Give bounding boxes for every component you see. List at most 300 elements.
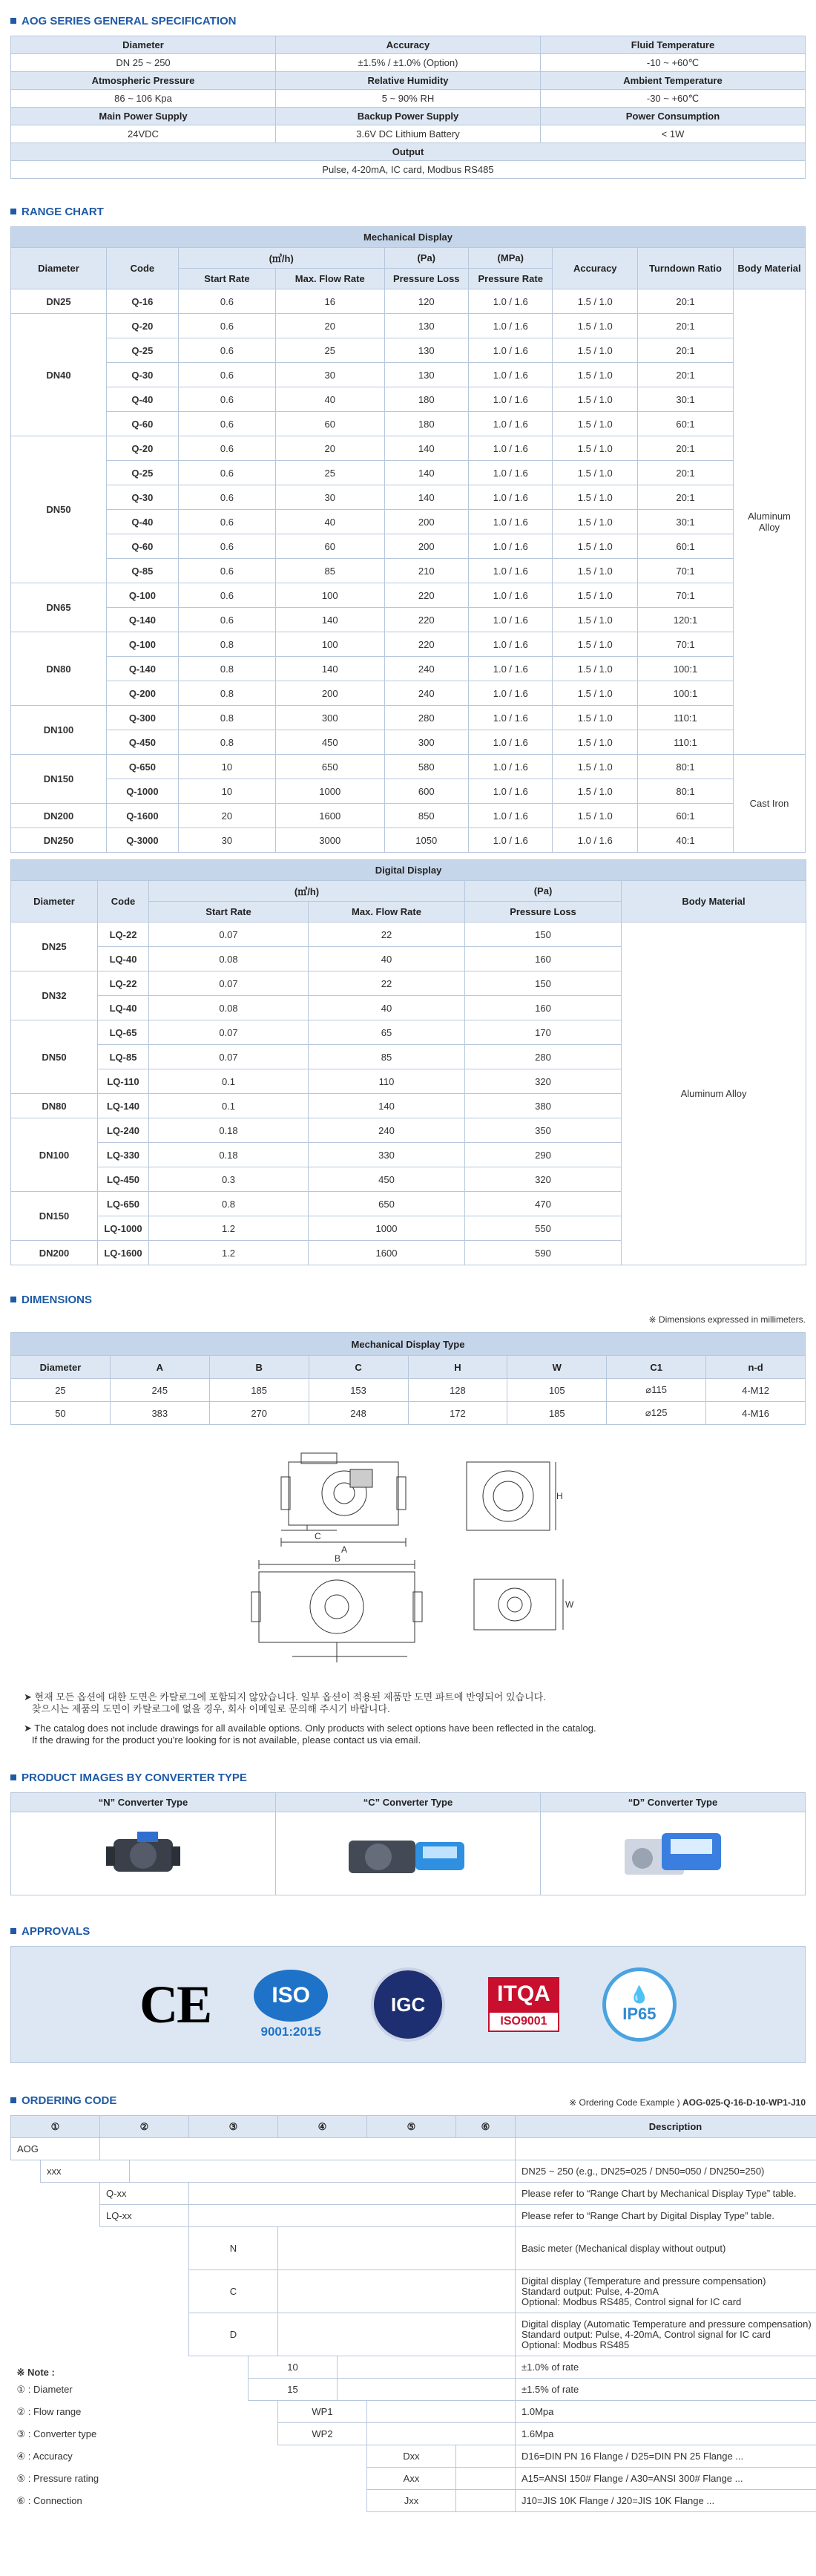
converter-type-c: “C” Converter Type [276, 1793, 541, 1812]
order-jxx: Jxx [367, 2490, 456, 2512]
dig-diameter: DN80 [11, 1094, 98, 1118]
mech-cell: 0.8 [178, 706, 275, 730]
mech-cell: 70:1 [638, 559, 734, 583]
mech-cell: 120:1 [638, 608, 734, 632]
dim-header: C [309, 1356, 408, 1379]
range-section-title [10, 204, 806, 219]
approvals-section-title [10, 1924, 806, 1938]
mech-cell: 1.5 / 1.0 [553, 583, 638, 608]
dig-cell: 290 [465, 1143, 622, 1167]
mech-cell: Q-40 [106, 387, 178, 412]
mech-body-cast: Cast Iron [733, 755, 805, 853]
mech-cell: 20:1 [638, 485, 734, 510]
dim-cell: 4-M12 [706, 1379, 806, 1402]
spec-header: Fluid Temperature [541, 36, 806, 54]
mech-row [11, 608, 806, 632]
spec-header: Accuracy [276, 36, 541, 54]
mech-cell: 1.5 / 1.0 [553, 461, 638, 485]
mech-diameter: DN50 [11, 436, 107, 583]
spec-header: Diameter [11, 36, 276, 54]
dig-row [11, 922, 806, 947]
mech-cell: 140 [275, 657, 384, 681]
mech-diameter: DN150 [11, 755, 107, 804]
mech-cell: 110:1 [638, 706, 734, 730]
mech-cell: 85 [275, 559, 384, 583]
converter-table [10, 1792, 806, 1895]
mech-cell: 1.5 / 1.0 [553, 314, 638, 338]
order-col: ② [100, 2116, 189, 2138]
mech-cell: 0.6 [178, 559, 275, 583]
dim-cell: ⌀125 [607, 1402, 706, 1425]
mech-row [11, 559, 806, 583]
mech-row [11, 583, 806, 608]
spec-title: AOG SERIES GENERAL SPECIFICATION [22, 14, 237, 27]
mech-cell: 1.0 / 1.6 [468, 387, 552, 412]
mech-cell: 300 [384, 730, 468, 755]
order-d-desc-1: Digital display (Automatic Temperature and pressure compensation) [521, 2318, 812, 2330]
mech-cell: 180 [384, 412, 468, 436]
mech-h-accuracy: Accuracy [553, 248, 638, 289]
iso-logo-sub: 9001:2015 [260, 2025, 321, 2039]
order-wp1-desc: 1.0Mpa [516, 2401, 816, 2423]
order-acc10: 10 [249, 2356, 338, 2379]
mech-cell: 30:1 [638, 510, 734, 534]
mech-row [11, 706, 806, 730]
mech-cell: 1.0 / 1.6 [468, 510, 552, 534]
dig-cell: 350 [465, 1118, 622, 1143]
mech-cell: 1.0 / 1.6 [468, 338, 552, 363]
mech-cell: 1.5 / 1.0 [553, 559, 638, 583]
mechanical-range-table [10, 226, 806, 853]
mech-cell: 40:1 [638, 828, 734, 853]
order-dxx-desc: D16=DIN PN 16 Flange / D25=DIN PN 25 Flange ... [516, 2445, 816, 2468]
dig-cell: LQ-40 [98, 996, 149, 1020]
mech-cell: 3000 [275, 828, 384, 853]
mech-cell: 0.6 [178, 314, 275, 338]
dig-diameter: DN25 [11, 922, 98, 971]
mech-cell: Q-40 [106, 510, 178, 534]
mech-cell: 20:1 [638, 338, 734, 363]
ordering-title: ORDERING CODE [22, 2094, 117, 2107]
spec-value: ±1.5% / ±1.0% (Option) [276, 54, 541, 72]
spec-table [10, 36, 806, 179]
drawing-label-a: A [341, 1544, 348, 1555]
dig-cell: 110 [309, 1069, 465, 1094]
dig-cell: 160 [465, 947, 622, 971]
mech-cell: 60 [275, 534, 384, 559]
mech-cell: Q-16 [106, 289, 178, 314]
mech-cell: 180 [384, 387, 468, 412]
mech-diameter: DN200 [11, 804, 107, 828]
mech-cell: 580 [384, 755, 468, 779]
dig-cell: 1000 [309, 1216, 465, 1241]
dig-cell: 280 [465, 1045, 622, 1069]
order-col: ⑤ [367, 2116, 456, 2138]
spec-output-value: Pulse, 4-20mA, IC card, Modbus RS485 [11, 161, 806, 179]
dig-cell: LQ-1000 [98, 1216, 149, 1241]
dig-cell: 0.08 [149, 996, 309, 1020]
mech-cell: 1.0 / 1.6 [468, 534, 552, 559]
mech-cell: Q-650 [106, 755, 178, 779]
mech-cell: 1.5 / 1.0 [553, 338, 638, 363]
section-bullet-icon [10, 1297, 16, 1302]
dig-diameter: DN100 [11, 1118, 98, 1192]
dim-cell: ⌀115 [607, 1379, 706, 1402]
spec-value: 24VDC [11, 125, 276, 143]
drawing-label-c: C [315, 1531, 321, 1541]
itqa-logo [488, 1977, 559, 2032]
dig-diameter: DN50 [11, 1020, 98, 1094]
mech-cell: 1.5 / 1.0 [553, 510, 638, 534]
mech-cell: Q-100 [106, 632, 178, 657]
dig-h-m3h: (㎥/h) [149, 881, 465, 902]
mech-cell: Q-25 [106, 461, 178, 485]
mech-h-mpa: (MPa) [468, 248, 552, 269]
mech-cell: 130 [384, 363, 468, 387]
mech-cell: 200 [384, 534, 468, 559]
dig-h-body: Body Material [622, 881, 806, 922]
mech-cell: 60:1 [638, 804, 734, 828]
dim-band: Mechanical Display Type [11, 1333, 806, 1356]
mech-cell: Q-140 [106, 657, 178, 681]
spec-value: 86 ~ 106 Kpa [11, 90, 276, 108]
dim-header: H [408, 1356, 507, 1379]
order-qxx: Q-xx [100, 2183, 189, 2205]
note-en-1: The catalog does not include drawings for all available options. Only products with select options have been reflected in the catalog. [34, 1723, 596, 1734]
dig-table-body [11, 922, 806, 1265]
spec-value: -10 ~ +60℃ [541, 54, 806, 72]
mech-cell: 20:1 [638, 436, 734, 461]
mech-diameter: DN100 [11, 706, 107, 755]
dig-cell: 22 [309, 971, 465, 996]
mech-cell: Q-60 [106, 534, 178, 559]
dig-cell: 22 [309, 922, 465, 947]
mech-row [11, 657, 806, 681]
order-note-title: ※ Note : [11, 2356, 249, 2379]
mech-cell: 80:1 [638, 755, 734, 779]
mech-diameter: DN40 [11, 314, 107, 436]
mech-cell: Q-20 [106, 436, 178, 461]
mech-cell: 140 [384, 461, 468, 485]
mech-h-code: Code [106, 248, 178, 289]
mech-cell: 1.0 / 1.6 [468, 436, 552, 461]
dig-cell: LQ-240 [98, 1118, 149, 1143]
mech-cell: 1.0 / 1.6 [468, 657, 552, 681]
dim-cell: 248 [309, 1402, 408, 1425]
mech-cell: 1.0 / 1.6 [468, 681, 552, 706]
note-kr-1: 현재 모든 옵션에 대한 도면은 카탈로그에 포함되지 않았습니다. 일부 옵션이 적용된 제품만 도면 파트에 반영되어 있습니다. [34, 1691, 546, 1702]
dig-cell: 470 [465, 1192, 622, 1216]
itqa-logo-sub: ISO9001 [488, 2011, 559, 2032]
dig-cell: 320 [465, 1167, 622, 1192]
order-dxx: Dxx [367, 2445, 456, 2468]
mech-diameter: DN80 [11, 632, 107, 706]
mech-cell: 1.0 / 1.6 [468, 363, 552, 387]
mech-cell: 0.8 [178, 632, 275, 657]
mech-cell: 1.5 / 1.0 [553, 608, 638, 632]
dig-cell: 150 [465, 971, 622, 996]
product-image-n [11, 1812, 276, 1895]
ordering-example [10, 2097, 806, 2108]
mech-cell: 1.0 / 1.6 [468, 583, 552, 608]
mech-cell: 140 [384, 436, 468, 461]
dim-header: n-d [706, 1356, 806, 1379]
mech-cell: 30 [178, 828, 275, 853]
spec-header: Main Power Supply [11, 108, 276, 125]
dim-header: A [110, 1356, 209, 1379]
mech-cell: Q-25 [106, 338, 178, 363]
meter-d-icon [610, 1823, 736, 1882]
mech-cell: 220 [384, 608, 468, 632]
spec-output-header: Output [11, 143, 806, 161]
products-section-title [10, 1770, 806, 1785]
dig-cell: LQ-65 [98, 1020, 149, 1045]
dig-h-pa: (Pa) [465, 881, 622, 902]
mech-row [11, 534, 806, 559]
dig-cell: 40 [309, 947, 465, 971]
spec-header: Relative Humidity [276, 72, 541, 90]
mech-cell: 0.6 [178, 436, 275, 461]
mech-cell: 130 [384, 338, 468, 363]
order-c-desc [516, 2270, 816, 2313]
order-c-desc-2: Standard output: Pulse, 4-20mA [521, 2285, 659, 2297]
ordering-example-label: ※ Ordering Code Example ) [569, 2097, 680, 2108]
mech-cell: 0.6 [178, 608, 275, 632]
dim-header: W [507, 1356, 607, 1379]
mech-cell: 25 [275, 461, 384, 485]
mech-cell: 1.5 / 1.0 [553, 730, 638, 755]
mech-body-aluminum: Aluminum Alloy [733, 289, 805, 755]
mech-cell: 100 [275, 632, 384, 657]
mech-cell: 1.0 / 1.6 [468, 779, 552, 804]
order-d-desc [516, 2313, 816, 2356]
dig-cell: 0.8 [149, 1192, 309, 1216]
mech-cell: 0.8 [178, 730, 275, 755]
mech-row [11, 804, 806, 828]
mech-row [11, 412, 806, 436]
mech-row [11, 632, 806, 657]
dig-diameter: DN200 [11, 1241, 98, 1265]
order-axx: Axx [367, 2468, 456, 2490]
spec-header: Backup Power Supply [276, 108, 541, 125]
product-image-d [541, 1812, 806, 1895]
mech-cell: 1.0 / 1.6 [468, 485, 552, 510]
dig-cell: 1.2 [149, 1241, 309, 1265]
mech-cell: 20 [275, 436, 384, 461]
dig-cell: 0.07 [149, 1020, 309, 1045]
dim-cell: 383 [110, 1402, 209, 1425]
dig-diameter: DN150 [11, 1192, 98, 1241]
order-n-desc: Basic meter (Mechanical display without output) [516, 2227, 816, 2270]
order-acc15-desc: ±1.5% of rate [516, 2379, 816, 2401]
mech-cell: 1.5 / 1.0 [553, 363, 638, 387]
mech-cell: 850 [384, 804, 468, 828]
order-col: ① [11, 2116, 100, 2138]
mech-cell: 1.0 / 1.6 [468, 706, 552, 730]
mech-cell: 140 [384, 485, 468, 510]
order-note-4: ④ : Accuracy [11, 2445, 367, 2468]
dig-cell: 0.1 [149, 1094, 309, 1118]
mech-h-prate: Pressure Rate [468, 269, 552, 289]
mech-diameter: DN250 [11, 828, 107, 853]
mech-cell: 210 [384, 559, 468, 583]
mech-row [11, 363, 806, 387]
dig-cell: 140 [309, 1094, 465, 1118]
dig-cell: 450 [309, 1167, 465, 1192]
mech-cell: 1.0 / 1.6 [468, 828, 552, 853]
mech-cell: 1000 [275, 779, 384, 804]
mech-row [11, 314, 806, 338]
drawing-label-h: H [556, 1491, 563, 1501]
mech-cell: Q-20 [106, 314, 178, 338]
igc-logo: IGC [371, 1967, 445, 2042]
mech-cell: 280 [384, 706, 468, 730]
mech-cell: 1.5 / 1.0 [553, 657, 638, 681]
mech-cell: 0.6 [178, 485, 275, 510]
mech-cell: 120 [384, 289, 468, 314]
dim-cell: 128 [408, 1379, 507, 1402]
mech-cell: Q-60 [106, 412, 178, 436]
dig-cell: 240 [309, 1118, 465, 1143]
dig-h-code: Code [98, 881, 149, 922]
mech-cell: 240 [384, 657, 468, 681]
drawing-label-w: W [565, 1599, 574, 1610]
mech-cell: 1.5 / 1.0 [553, 632, 638, 657]
mech-cell: 16 [275, 289, 384, 314]
dig-h-max: Max. Flow Rate [309, 902, 465, 922]
mech-row [11, 730, 806, 755]
spec-header: Power Consumption [541, 108, 806, 125]
dig-cell: 40 [309, 996, 465, 1020]
mech-cell: 600 [384, 779, 468, 804]
mech-cell: 1.0 / 1.6 [468, 412, 552, 436]
drawing-svg [10, 1447, 806, 1674]
mech-cell: 130 [384, 314, 468, 338]
section-bullet-icon [10, 18, 16, 24]
mech-cell: 1.0 / 1.6 [468, 314, 552, 338]
dig-cell: 0.07 [149, 971, 309, 996]
dig-cell: LQ-22 [98, 922, 149, 947]
mech-cell: 60:1 [638, 412, 734, 436]
mech-band: Mechanical Display [11, 227, 806, 248]
mech-h-turndown: Turndown Ratio [638, 248, 734, 289]
mech-cell: 1.0 / 1.6 [468, 755, 552, 779]
mech-cell: Q-30 [106, 485, 178, 510]
mech-cell: Q-200 [106, 681, 178, 706]
mech-h-pa: (Pa) [384, 248, 468, 269]
dim-cell: 153 [309, 1379, 408, 1402]
dig-cell: 1600 [309, 1241, 465, 1265]
mech-cell: 1.0 / 1.6 [468, 632, 552, 657]
mech-cell: 220 [384, 583, 468, 608]
mech-cell: Q-450 [106, 730, 178, 755]
mech-cell: 10 [178, 779, 275, 804]
product-image-c [276, 1812, 541, 1895]
mech-cell: 1.5 / 1.0 [553, 387, 638, 412]
mech-cell: 1.5 / 1.0 [553, 289, 638, 314]
mech-cell: 300 [275, 706, 384, 730]
mech-cell: 0.6 [178, 583, 275, 608]
dimensions-section-title [10, 1292, 806, 1307]
mech-cell: 0.8 [178, 657, 275, 681]
dig-cell: LQ-22 [98, 971, 149, 996]
mech-cell: 60:1 [638, 534, 734, 559]
spec-value-row [11, 90, 806, 108]
order-col: ③ [189, 2116, 278, 2138]
mech-cell: 100:1 [638, 681, 734, 706]
dig-cell: 85 [309, 1045, 465, 1069]
mech-cell: 1.5 / 1.0 [553, 779, 638, 804]
mech-table-body [11, 289, 806, 853]
order-lqxx-desc: Please refer to “Range Chart by Digital Display Type” table. [516, 2205, 816, 2227]
dim-header: C1 [607, 1356, 706, 1379]
mech-cell: 20:1 [638, 363, 734, 387]
order-wp2-desc: 1.6Mpa [516, 2423, 816, 2445]
order-c: C [189, 2270, 278, 2313]
drawing-label-b: B [335, 1553, 341, 1564]
mech-cell: 20:1 [638, 289, 734, 314]
mech-cell: 200 [384, 510, 468, 534]
mech-cell: 40 [275, 510, 384, 534]
iso-logo [254, 1970, 328, 2039]
dim-cell: 50 [11, 1402, 111, 1425]
dig-band: Digital Display [11, 860, 806, 881]
section-bullet-icon [10, 2097, 16, 2103]
mech-cell: 20 [275, 314, 384, 338]
mech-cell: Q-1000 [106, 779, 178, 804]
mech-row [11, 779, 806, 804]
spec-value: 5 ~ 90% RH [276, 90, 541, 108]
dimensions-title: DIMENSIONS [22, 1293, 93, 1306]
mech-cell: 220 [384, 632, 468, 657]
mech-row [11, 681, 806, 706]
ordering-example-code: AOG-025-Q-16-D-10-WP1-J10 [682, 2097, 806, 2108]
mech-cell: 1050 [384, 828, 468, 853]
dig-h-start: Start Rate [149, 902, 309, 922]
dig-h-diameter: Diameter [11, 881, 98, 922]
mech-cell: 80:1 [638, 779, 734, 804]
dim-header: B [209, 1356, 309, 1379]
dig-cell: 160 [465, 996, 622, 1020]
dig-cell: 330 [309, 1143, 465, 1167]
mech-cell: 100 [275, 583, 384, 608]
order-note-5: ⑤ : Pressure rating [11, 2468, 367, 2490]
mech-cell: 140 [275, 608, 384, 632]
dig-cell: 0.08 [149, 947, 309, 971]
dig-cell: 0.18 [149, 1143, 309, 1167]
dim-cell: 185 [507, 1402, 607, 1425]
mech-diameter: DN65 [11, 583, 107, 632]
mech-cell: 1.0 / 1.6 [468, 804, 552, 828]
dig-cell: LQ-1600 [98, 1241, 149, 1265]
dimension-drawings [10, 1447, 806, 1674]
dim-cell: 185 [209, 1379, 309, 1402]
mech-row [11, 510, 806, 534]
iso-logo-text: ISO [254, 1970, 328, 2022]
converter-type-n: “N” Converter Type [11, 1793, 276, 1812]
mech-row [11, 289, 806, 314]
dig-cell: 650 [309, 1192, 465, 1216]
mech-h-m3h: (㎥/h) [178, 248, 384, 269]
dim-cell: 105 [507, 1379, 607, 1402]
mech-cell: Q-300 [106, 706, 178, 730]
mech-cell: 0.6 [178, 461, 275, 485]
drawing-notes: ➤ 현재 모든 옵션에 대한 도면은 카탈로그에 포함되지 않았습니다. 일부 옵션이 적용된 제품만 도면 파트에 반영되어 있습니다. 찾으시는 제품의 도면이 카탈로그에 없을 경우, 회사 이메일로 문의해 주시기 바랍니다. ➤ The catalog does not include drawings for all available options. Only products with select options have been reflected in the catalog. If the drawing for the product you're looking for is not available, please contact us via email. [24, 1691, 596, 1746]
mech-cell: Q-100 [106, 583, 178, 608]
mech-cell: Q-30 [106, 363, 178, 387]
approvals-panel [10, 1946, 806, 2063]
mech-cell: 650 [275, 755, 384, 779]
